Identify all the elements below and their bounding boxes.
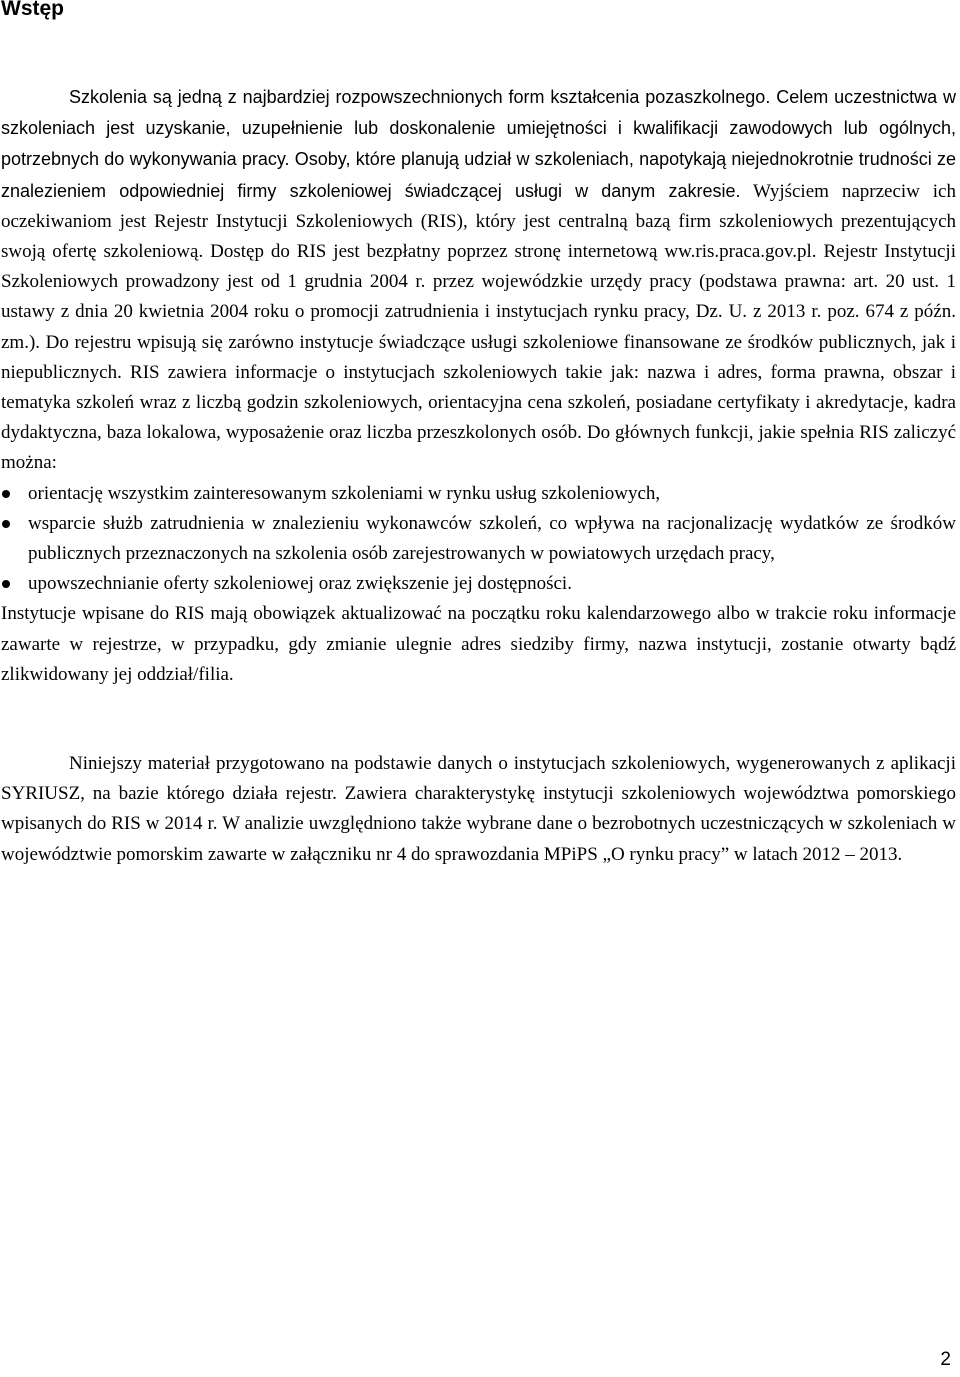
list-item — [1, 509, 956, 569]
list-item — [1, 479, 956, 509]
intro-sans-text: Szkolenia są jedną z najbardziej rozpowszechnionych form kształcenia pozaszkolnego. Celem uczestnictwa w szkoleniach jest uzyskanie, uzupełnienie lub doskonalenie umiejętności i kwalifikacji zawodowych lub ogólnych, potrzebnych do wykonywania pracy. Osoby, które planują udział w szkoleniach, napotykają niejednokrotnie trudności ze znalezieniem odpowiedniej firmy szkoleniowej świadczącej usługi w danym zakresie. — [1, 87, 956, 201]
intro-serif-text: Wyjściem naprzeciw ich oczekiwaniom jest Rejestr Instytucji Szkoleniowych (RIS), który jest centralną bazą firm szkoleniowych prezentujących swoją ofertę szkoleniową. Dostęp do RIS jest bezpłatny poprzez stronę internetową ww.ris.praca.gov.pl. Rejestr Instytucji Szkoleniowych prowadzony jest od 1 grudnia 2004 r. przez wojewódzkie urzędy pracy (podstawa prawna: art. 20 ust. 1 ustawy z dnia 20 kwietnia 2004 roku o promocji zatrudnienia i instytucjach rynku pracy, Dz. U. z 2013 r. poz. 674 z późn. zm.). Do rejestru wpisują się zarówno instytucje świadczące usługi szkoleniowe finansowane ze środków publicznych, jak i niepublicznych. RIS zawiera informacje o instytucjach szkoleniowych takie jak: nazwa i adres, forma prawna, obszar i tematyka szkoleń wraz z liczbą godzin szkoleniowych, orientacyjna cena szkoleń, posiadane certyfikaty i akredytacje, kadra dydaktyczna, baza lokalowa, wyposażenie oraz liczba przeszkolonych osób. Do głównych funkcji, jakie spełnia RIS zaliczyć można: — [1, 180, 956, 474]
functions-list — [1, 479, 956, 600]
intro-paragraph — [1, 82, 956, 479]
bullet-icon — [2, 490, 10, 498]
list-item-text: upowszechnianie oferty szkoleniowej oraz zwiększenie jej dostępności. — [28, 573, 572, 595]
list-item-text: wsparcie służb zatrudnienia w znalezieniu wykonawców szkoleń, co wpływa na racjonalizację wydatków ze środków publicznych przeznaczonych na szkolenia osób zarejestrowanych w powiatowych urzędach pracy, — [28, 512, 956, 565]
list-item-text: orientację wszystkim zainteresowanym szkoleniami w rynku usług szkoleniowych, — [28, 482, 661, 504]
paragraph-spacer — [1, 690, 956, 749]
closing-paragraph: Niniejszy materiał przygotowano na podstawie danych o instytucjach szkoleniowych, wygenerowanych z aplikacji SYRIUSZ, na bazie którego działa rejestr. Zawiera charakterystykę instytucji szkoleniowych województwa pomorskiego wpisanych do RIS w 2014 r. W analizie uwzględniono także wybrane dane o bezrobotnych uczestniczących w szkoleniach w województwie pomorskim zawarte w załączniku nr 4 do sprawozdania MPiPS „O rynku pracy” w latach 2012 – 2013. — [1, 753, 956, 865]
bullet-icon — [2, 580, 10, 588]
list-item — [1, 569, 956, 599]
section-heading: Wstęp — [1, 0, 64, 20]
bullet-icon — [2, 520, 10, 528]
document-body — [1, 82, 956, 870]
page-number: 2 — [940, 1349, 951, 1370]
after-list-paragraph: Instytucje wpisane do RIS mają obowiązek aktualizować na początku roku kalendarzowego albo w trakcie roku informacje zawarte w rejestrze, w przypadku, gdy zmianie ulegnie adres siedziby firmy, nazwa instytucji, zostanie otwarty bądź zlikwidowany jej oddział/filia. — [1, 603, 956, 685]
